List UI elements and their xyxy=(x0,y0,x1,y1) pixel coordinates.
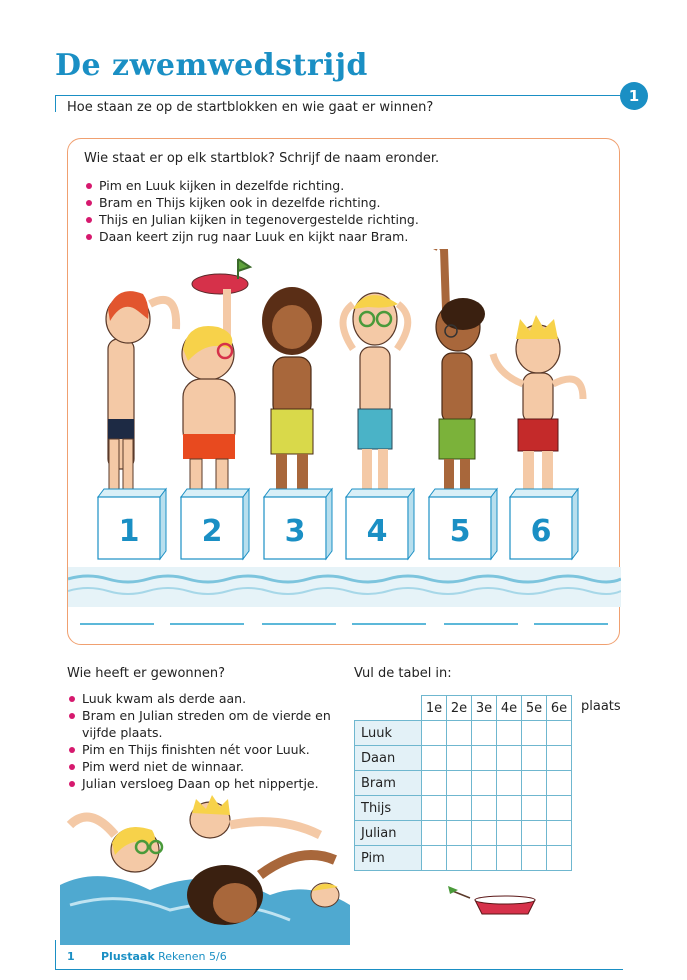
starting-block-1 xyxy=(98,489,166,559)
row-name: Daan xyxy=(355,746,422,771)
table-cell[interactable] xyxy=(472,796,497,821)
table-cell[interactable] xyxy=(497,846,522,871)
block-number-5: 5 xyxy=(449,514,471,549)
footer-brand xyxy=(101,950,227,963)
table-cell[interactable] xyxy=(447,796,472,821)
table-cell[interactable] xyxy=(447,846,472,871)
table-suffix-label: plaats xyxy=(581,699,621,714)
table-header-row xyxy=(355,696,572,721)
table-cell[interactable] xyxy=(447,721,472,746)
swimmer-2-figure xyxy=(182,259,250,499)
starting-block-6 xyxy=(510,489,578,559)
starting-block-3 xyxy=(264,489,332,559)
table-row xyxy=(355,796,572,821)
answer-line-3[interactable] xyxy=(262,623,336,625)
swimmers-on-blocks-illustration xyxy=(68,249,621,629)
table-cell[interactable] xyxy=(547,846,572,871)
table-cell[interactable] xyxy=(522,846,547,871)
block-number-3: 3 xyxy=(284,514,306,549)
pool-water xyxy=(68,567,621,607)
swimmer-1-figure xyxy=(106,291,176,499)
title-rule xyxy=(55,95,623,96)
starting-blocks-panel xyxy=(67,138,620,645)
row-name: Luuk xyxy=(355,721,422,746)
column-header: 5e xyxy=(522,696,547,721)
column-header: 6e xyxy=(547,696,572,721)
panel-instruction: Wie staat er op elk startblok? Schrijf de naam eronder. xyxy=(84,151,440,166)
clue-list-blocks xyxy=(84,177,419,245)
task-number-badge: 1 xyxy=(620,82,648,110)
table-cell[interactable] xyxy=(522,721,547,746)
row-name: Bram xyxy=(355,771,422,796)
brand-name: Plustaak xyxy=(101,950,155,963)
block-number-4: 4 xyxy=(366,514,388,549)
ranking-table xyxy=(354,695,572,871)
table-cell[interactable] xyxy=(522,821,547,846)
swimmer-5-figure xyxy=(433,249,485,501)
table-instruction: Vul de tabel in: xyxy=(354,666,452,681)
clue-item: Bram en Thijs kijken ook in dezelfde richting. xyxy=(84,194,419,211)
answer-line-5[interactable] xyxy=(444,623,518,625)
table-cell[interactable] xyxy=(472,721,497,746)
swimmer-4-figure xyxy=(343,293,408,499)
answer-line-6[interactable] xyxy=(534,623,608,625)
starting-block-5 xyxy=(429,489,497,559)
starting-block-4 xyxy=(346,489,414,559)
table-cell[interactable] xyxy=(547,746,572,771)
table-cell[interactable] xyxy=(472,746,497,771)
table-cell[interactable] xyxy=(522,771,547,796)
clue-item: Pim werd niet de winnaar. xyxy=(67,758,337,775)
answer-line-4[interactable] xyxy=(352,623,426,625)
table-cell[interactable] xyxy=(422,746,447,771)
clue-item: Bram en Julian streden om de vierde en vijfde plaats. xyxy=(67,707,337,741)
table-cell[interactable] xyxy=(422,721,447,746)
table-row xyxy=(355,771,572,796)
table-cell[interactable] xyxy=(497,796,522,821)
table-cell[interactable] xyxy=(447,771,472,796)
column-header: 3e xyxy=(472,696,497,721)
table-row xyxy=(355,846,572,871)
table-cell[interactable] xyxy=(472,846,497,871)
swimmer-6-figure xyxy=(493,315,583,499)
column-header: 2e xyxy=(447,696,472,721)
table-cell[interactable] xyxy=(547,721,572,746)
block-number-2: 2 xyxy=(201,514,223,549)
answer-line-2[interactable] xyxy=(170,623,244,625)
table-cell[interactable] xyxy=(422,821,447,846)
table-row xyxy=(355,721,572,746)
page-subtitle: Hoe staan ze op de startblokken en wie gaat er winnen? xyxy=(67,100,434,115)
starting-block-2 xyxy=(181,489,249,559)
table-cell[interactable] xyxy=(522,746,547,771)
table-cell[interactable] xyxy=(472,821,497,846)
table-cell[interactable] xyxy=(547,796,572,821)
table-corner xyxy=(355,696,422,721)
starting-blocks xyxy=(98,489,578,559)
table-cell[interactable] xyxy=(447,746,472,771)
table-cell[interactable] xyxy=(547,821,572,846)
toy-boat-illustration xyxy=(440,880,550,920)
table-cell[interactable] xyxy=(497,746,522,771)
table-cell[interactable] xyxy=(422,796,447,821)
table-cell[interactable] xyxy=(497,721,522,746)
clue-item: Daan keert zijn rug naar Luuk en kijkt naar Bram. xyxy=(84,228,419,245)
winner-question: Wie heeft er gewonnen? xyxy=(67,666,226,681)
clue-item: Thijs en Julian kijken in tegenovergestelde richting. xyxy=(84,211,419,228)
table-row xyxy=(355,746,572,771)
table-cell[interactable] xyxy=(422,771,447,796)
page-title: De zwemwedstrijd xyxy=(55,48,368,83)
clue-item: Luuk kwam als derde aan. xyxy=(67,690,337,707)
table-cell[interactable] xyxy=(547,771,572,796)
row-name: Pim xyxy=(355,846,422,871)
block-number-6: 6 xyxy=(530,514,552,549)
clue-item: Pim en Luuk kijken in dezelfde richting. xyxy=(84,177,419,194)
table-cell[interactable] xyxy=(447,821,472,846)
table-cell[interactable] xyxy=(497,771,522,796)
footer-rule xyxy=(55,969,623,970)
table-cell[interactable] xyxy=(422,846,447,871)
swimmer-3-figure xyxy=(262,287,322,499)
clue-list-race xyxy=(67,690,337,792)
table-cell[interactable] xyxy=(472,771,497,796)
table-row xyxy=(355,821,572,846)
column-header: 1e xyxy=(422,696,447,721)
page-number: 1 xyxy=(67,950,75,963)
answer-line-1[interactable] xyxy=(80,623,154,625)
clue-item: Julian versloeg Daan op het nippertje. xyxy=(67,775,337,792)
row-name: Thijs xyxy=(355,796,422,821)
answer-lines xyxy=(80,623,610,625)
title-rule-tick xyxy=(55,95,56,112)
swimming-race-illustration xyxy=(60,795,350,945)
footer-tick xyxy=(55,940,56,970)
table-cell[interactable] xyxy=(522,796,547,821)
row-name: Julian xyxy=(355,821,422,846)
clue-item: Pim en Thijs finishten nét voor Luuk. xyxy=(67,741,337,758)
table-cell[interactable] xyxy=(497,821,522,846)
brand-subject: Rekenen 5/6 xyxy=(158,950,227,963)
block-number-1: 1 xyxy=(118,514,140,549)
column-header: 4e xyxy=(497,696,522,721)
